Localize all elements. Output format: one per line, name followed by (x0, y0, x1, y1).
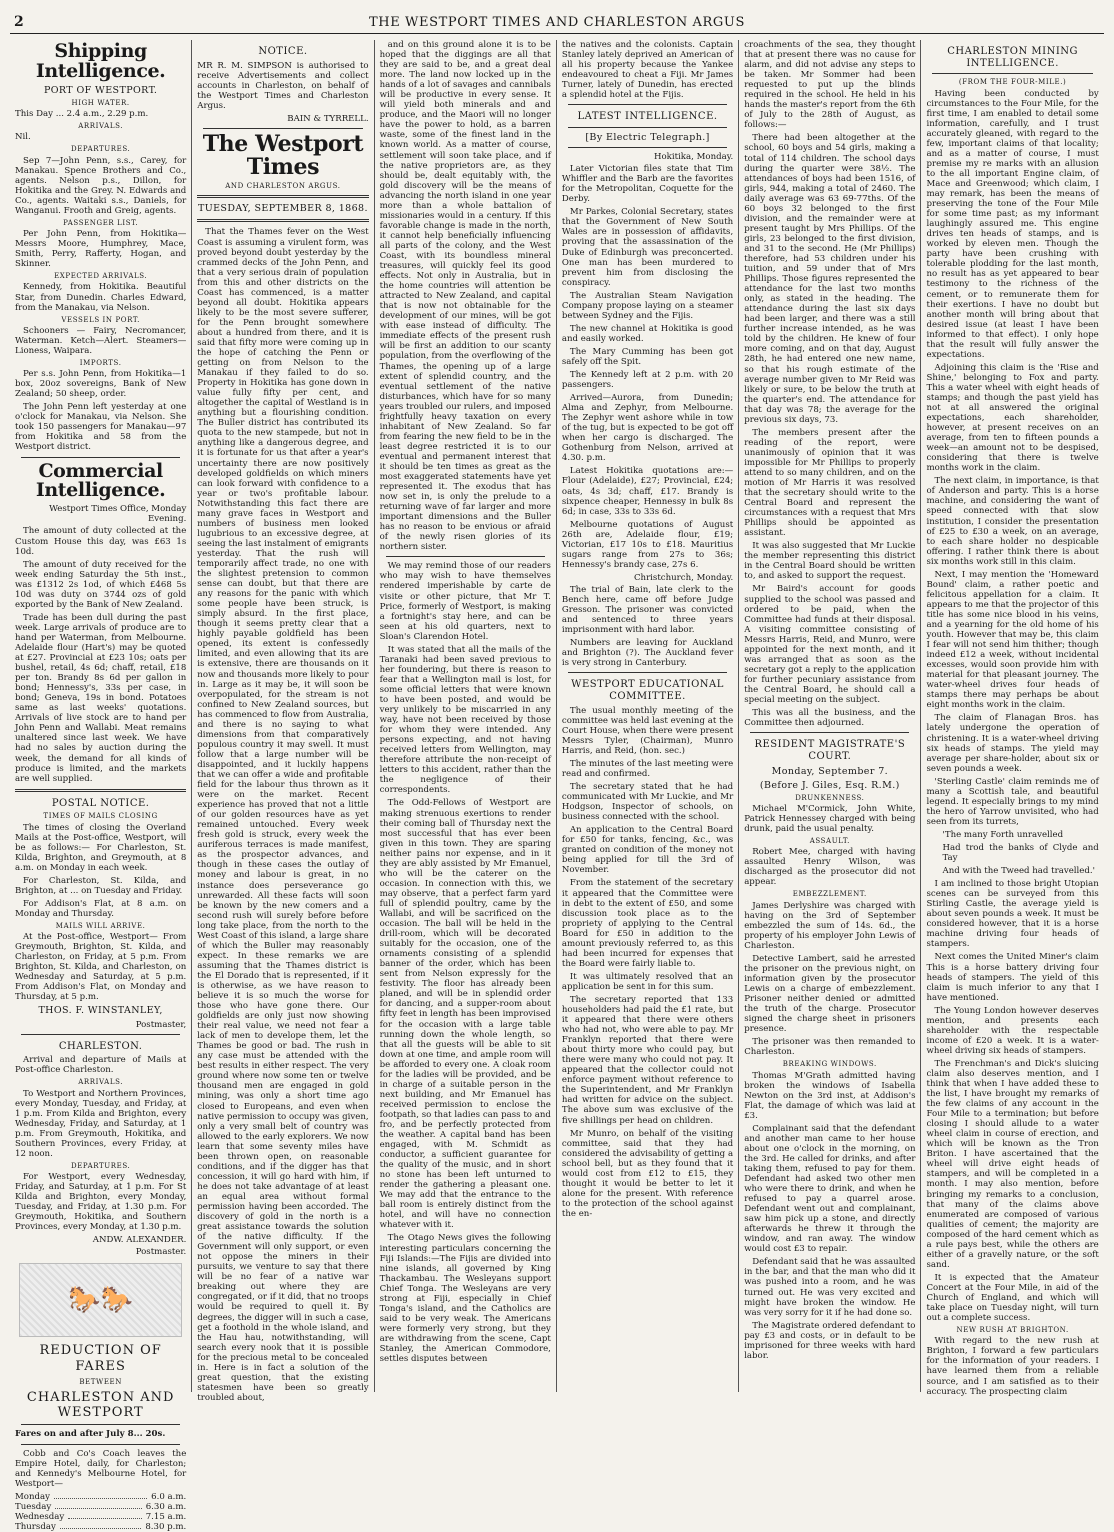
fares-between: BETWEEN (79, 1377, 122, 1386)
mining-p8: Next comes the United Miner's claim This is a horse battery driving four heads of stampers. The yield of this claim is much inferior to any that I have mentioned. (926, 952, 1099, 1003)
edu-p18: It was ultimately resolved that an application be sent in for this sum. (561, 971, 734, 992)
divider (568, 147, 727, 148)
court-p11: The prisoner was then remanded to Charleston. (744, 1037, 916, 1058)
edu-p19: The secretary reported that 133 householders had paid the £1 rate, but it appeared that there were others who had not, who were able to pay. Mr Franklyn reported that there were about thirty more who could pay, but there were many who could not pay. It appeared that the collector could not enforce payment without reference to the Superintendent, and Mr Franklyn had written for advice on the subject. The above sum was exclusive of the five shillings per head on children. (561, 994, 734, 1126)
john-penn-text: The John Penn left yesterday at one o'clock for Manakau, via Nelson. She took 150 passengers for Manakau—97 from Hokitika and 58 from the Westport district. (15, 402, 187, 453)
high-water-heading: HIGH WATER. (71, 98, 130, 107)
coach-illustration (19, 1263, 182, 1337)
departures-heading: DEPARTURES. (70, 145, 131, 154)
imports-text: Per s.s. John Penn, from Hokitika—1 box, 20oz sovereigns, Bank of New Zealand; 50 sheep, order. (15, 369, 187, 400)
page-number: 2 (14, 14, 24, 30)
fiji-item: The Otago News gives the following interesting particulars concerning the Fiji Islands:—The Fijis are divided into nine islands, all governed by King Thackambau. The Wesleyans support Chief Tonga. The Wesleyans are very strong at Fiji, especially in Chief Tonga's island, and the Catholics are said to be very weak. The Americans were formerly very strong, but they are withdrawing from the scene, Capt Stanley, the American Commodore, settles disputes between (379, 1233, 551, 1365)
edu-p16: An application to the Central Board for £50 for tanks, fencing, &c., was granted on condition of the money not being applied for till the 3rd of November. (561, 825, 734, 876)
commercial-p2: The amount of duty received for the week ending Saturday the 5th inst., was £1312 2s 1od, of which £468 5s 10d was duty on 3744 ozs of gold exported by the Bank of New Zealand. (15, 559, 187, 610)
verse-line-1: 'The many Forth unravelled (942, 829, 1064, 840)
timetable-row (15, 1502, 186, 1512)
timetable-time: 6.0 a.m. (151, 1491, 187, 1502)
divider (21, 1424, 180, 1425)
office-line: Westport Times Office, Monday Evening. (49, 504, 187, 525)
column-4 (557, 40, 739, 1392)
charleston-signature: ANDW. ALEXANDER. (92, 1235, 187, 1246)
telegram-p3: Mr Parkes, Colonial Secretary, states that the Government of New South Wales are in possession of affidavits, proving that the assassination of the Duke of Edinburgh was preconcerted. One man has been murdered to prevent him from disclosing the conspiracy. (561, 207, 734, 288)
paper-subtitle: AND CHARLESTON ARGUS. (225, 182, 341, 191)
mining-p3: The next claim, in importance, is that of Anderson and party. This is a horse machine, and considering the want of speed connected with that slow institution, I consider the presentation of £25 to £30 a week, on an average, to each share holder no despicable offering. I rather think there is about six months work still in this claim. (926, 476, 1099, 567)
postal-signature: THOS. F. WINSTANLEY, (38, 1005, 163, 1017)
coach-icon: 🐎🐎 (68, 1285, 134, 1316)
court-p13: Complainant said that the defendant and another man came to her house about one o'clock in the morning, on the 3rd. He called for drinks, and after taking them, refused to pay for them. Defendant had asked two other men who were there to drink, and when he refused to pay a quarrel arose. Defendant went out and complainant, saw him pick up a stone, and directly afterwards he threw it through the window, and ran away. The window would cost £3 to repair. (744, 1123, 916, 1255)
imports-heading: IMPORTS. (79, 358, 122, 367)
column-2 (192, 40, 374, 1403)
timetable-time: 7.15 a.m. (145, 1511, 187, 1522)
edu-continued: croachments of the sea, they thought that at present there was no cause for alarm, and did not advise any steps to be taken. Mr Sommer had been requested to put up the blinds required in the school. He held in his hands the master's report from the 6th of July to the 28th of August, as follows:— (744, 40, 916, 131)
leader-dots (68, 1512, 141, 1519)
columns (10, 40, 1104, 1532)
mining-p10: The Frenchman's and Dick's sluicing claim also deserves mention, and I think that when I have added these to the list, I have brought my remarks of the few claims of any account in the Four Mile to a termination; but before closing I should allude to a water wheel claim in course of erection, and which will be known as the Tron Briton. I have ascertained that the wheel will drive eight heads of stampers, and will be completed in a month. I may also mention, before bringing my remarks to a conclusion, that many of the claims above enumerated are composed of various qualities of cement; the majority are composed of the hard cement which as a rule pays best, while the others are either of a gravelly nature, or the soft sand. (926, 1058, 1099, 1270)
dateline-hokitika: Hokitika, Monday. (653, 152, 734, 163)
passenger-text: Per John Penn, from Hokitika—Messrs Moore, Humphrey, Mace, Smith, Perry, Rafferty, Hogan, and Skinner. (15, 229, 187, 270)
fiji-continued: the natives and the colonists. Captain Stanley lately deprived an American of all his property because the Yankee endeavoured to cheat a Fiji. Mr James Turner, lately of Dunedin, has erected a splendid hotel at the Fijis. (561, 40, 734, 101)
mails-arrive-heading: MAILS WILL ARRIVE. (55, 921, 146, 930)
assault-heading: ASSAULT. (809, 837, 850, 846)
mining-p2: Adjoining this claim is the 'Rise and Shine,' belonging to Fox and party. This a water wheel with eight heads of stamps; and though the past yield has not at all answered the original expectations, each shareholder, however, at present receives on an average, from ten to fifteen pounds a week—an amount not to be despised, considering that there is twelve months work in the claim. (926, 362, 1099, 474)
column-6 (921, 40, 1103, 1397)
column-1 (10, 40, 192, 1532)
charleston-p2: To Westport and Northern Provinces, every Monday, Tuesday, and Friday, at 1 p.m. From Kilda and Brighton, every Wednesday, Friday, and Saturday, at 1 p.m. From Greymouth, Hokitika, and Southern Provinces, every Friday, at 12 noon. (15, 1088, 187, 1159)
edu-resolution: The members present after the reading of the report, were unanimously of opinion that it was impossible for Mr Phillips to properly attend to so many children, and on the motion of Mr Harris it was resolved that the secretary should write to the Central Board and represent the circumstances with a request that Mrs Phillips should be appointed as assistant. (744, 427, 916, 539)
drunkenness-heading: DRUNKENNESS. (795, 793, 865, 802)
timetable-day: Thursday (15, 1521, 56, 1532)
mining-p5: The claim of Flanagan Bros. has lately undergone the operation of christening. It is a water-wheel driving six heads of stamps. The yield may average per share-holder, about six or seven pounds a week. (926, 713, 1099, 774)
date-line: TUESDAY, SEPTEMBER 8, 1868. (197, 203, 368, 215)
notice-text: MR R. M. SIMPSON is authorised to receive Advertisements and collect accounts in Charleston, on behalf of the Westport Times and Charleston Argus. (197, 60, 369, 111)
verse-line-2: Had trod the banks of Clyde and Tay (942, 842, 1099, 864)
windows-heading: BREAKING WINDOWS. (782, 1060, 877, 1069)
telegram-p5: The new channel at Hokitika is good and easily worked. (561, 323, 734, 344)
divider (21, 1444, 180, 1445)
telegram-p4: The Australian Steam Navigation Company propose laying on a steamer between Sydney and the Fijis. (561, 290, 734, 321)
embezzlement-heading: EMBEZZLEMENT. (792, 890, 867, 899)
leader-dots (60, 1522, 142, 1529)
divider (197, 195, 368, 198)
carte-de-visite-item: We may remind those of our readers who may wish to have themselves rendered imperishable by carte de visite or other picture, that Mr T. Price, formerly of Westport, is making a fortnight's stay here, and can be seen at his old quarters, next to Sloan's Clarendon Hotel. (379, 561, 551, 642)
notice-signature: BAIN & TYRRELL. (287, 113, 369, 124)
editorial-continued: and on this ground alone it is to be hoped that the diggings are all that they are said to be, and a great deal more. The land now locked up in the hands of a lot of savages and cannibals will be productive in every sense. It will yield both minerals and and produce, and the Maori will no longer have the power to hold, as a barren waste, some of the finest land in the known world. As a matter of course, settlement will soon take place, and if the native proprietors are, as they should be, dealt equitably with, the gold discovery will be the means of advancing the north island in one year more than a whole battalion of missionaries would in a century. If this favorable change is made in the north, it cannot help beneficially influencing all parts of the colony, and the West Coast, with its boundless mineral treasures, will quickly feel its good effects. Not only in Australia, but in the home countries will attention be attracted to New Zealand, and capital that is now not obtainable for the development of our mines, will be got with ease instead of difficulty. The immediate effects of the present rush will be first an addition to our scanty population, from the overflowing of the Thames, the opening up of a large extent of splendid country, and the eventual settlement of the native disturbances, which have for so many years troubled our rulers, and imposed frightfully heavy taxation on every inhabitant of New Zealand. So far from fearing the new field to be in the least degree restricted it is to our eventual and permanent interest that it should be ten times as great as the most exaggerated statements have yet represented it. The exodus that has now set in, is only the prelude to a returning wave of far larger and more important dimensions and the Buller has no reason to be envious or afraid of the newly risen glories of its northern sister. (379, 40, 551, 553)
mining-p6: 'Sterling Castle' claim reminds me of many a Scottish tale, and beautiful legend. It especially brings to my mind the hero of Yarrow unvisited, who had seen from its turrets, (926, 776, 1099, 827)
court-date: Monday, September 7. (771, 765, 889, 777)
fares-route: CHARLESTON AND WESTPORT (26, 1390, 175, 1421)
leader-dots (54, 1492, 147, 1499)
running-title: THE WESTPORT TIMES AND CHARLESTON ARGUS (369, 15, 745, 30)
arrivals-text: Nil. (15, 132, 31, 143)
postal-title: POSTAL NOTICE. (51, 797, 150, 809)
port-heading: PORT OF WESTPORT. (43, 84, 158, 96)
timetable-row (15, 1492, 186, 1502)
charleston-title: CHARLESTON. (58, 1040, 143, 1052)
shipping-title: Shipping Intelligence. (35, 40, 166, 82)
leader-dots (55, 1502, 141, 1509)
postal-p2: For Charleston, St. Kilda, and Brighton, at ... on Tuesday and Friday. (15, 875, 187, 896)
postal-role: Postmaster, (135, 1019, 187, 1030)
page-header (10, 12, 1104, 34)
timetable-time: 8.30 p.m. (145, 1521, 187, 1532)
telegram-p8: Arrived—Aurora, from Dunedin; Alma and Zephyr, from Melbourne. The Zephyr went ashore while in tow of the tug, but is expected to be got off when her cargo is discharged. The Gothenburg from Nelson, arrived at 4.30. p.m. (561, 393, 734, 464)
charleston-p3: For Westport, every Wednesday, Friday, and Saturday, at 1 p.m. For St Kilda and Brighton, every Monday, Tuesday, and Friday, at 1.30 p.m. For Greymouth, Hokitika, and Southern Provinces, every Monday, at 1.30 p.m. (15, 1172, 187, 1233)
mining-p11: It is expected that the Amateur Concert at the Four Mile, in aid of the Church of England, and which will take place on Tuesday night, will turn out a complete success. (926, 1272, 1099, 1324)
timetable-row (15, 1522, 186, 1532)
high-water-line: This Day ... 2.4 a.m., 2.29 p.m. (15, 109, 149, 120)
divider (750, 732, 909, 733)
charleston-p1: Arrival and departure of Mails at Post-office Charleston. (15, 1055, 187, 1076)
edu-p14: The minutes of the last meeting were read and confirmed. (561, 758, 734, 779)
passenger-heading: PASSENGER LIST. (63, 218, 139, 227)
divider (386, 556, 545, 557)
charleston-role: Postmaster. (135, 1247, 187, 1258)
edu-p15: The secretary stated that he had communicated with Mr Luckie, and Mr Hodgson, Inspector of schools, on business connected with the school. (561, 782, 734, 823)
column-3 (375, 40, 557, 1392)
court-p8: Robert Mee, charged with having assaulted Henry Wilson, was discharged as the prosecutor did not appear. (744, 847, 916, 888)
mining-p7: I am inclined to those bright Utopian scenes can be surveyed from this Stirling Castle, the average yield is about seven pounds a week. It must be considered however, that it is a horse machine driving four heads of stampers. (926, 879, 1099, 950)
mails-item: It was stated that all the mails of the Taranaki had been saved previous to her foundering, but there is reason to fear that a Wellington mail is lost, for some official letters that were known to have been posted, and would be very unlikely to be miscarried in any way, have not been received by those for whom they were intended. Any persons expecting, and not having received letters from Wellington, may therefore attribute the non-receipt of letters to this accident, rather than the the negligence of their correspondents. (379, 644, 551, 796)
edu-p13: The usual monthly meeting of the committee was held last evening at the Court House, when there were present Messrs Tyler, (Chairman), Munro Harris, and Reid, (hon. sec.) (561, 705, 734, 756)
divider (15, 789, 186, 792)
telegram-p10: Melbourne quotations of August 26th are, Adelaide flour, £19; Victorian, £17 10s to £18. Mauritius sugars range from 27s to 36s; Hennessy's brandy case, 27s 6. (561, 519, 734, 570)
telegram-p7: The Kennedy left at 2 p.m. with 20 passengers. (561, 370, 734, 391)
mining-p9: The Young London however deserves mention, and presents each shareholder with the respectable income of £20 a week. It is a water-wheel driving six heads of stampers. (926, 1005, 1099, 1056)
charleston-arrivals-heading: ARRIVALS. (78, 1078, 124, 1087)
commercial-p3: Trade has been dull during the past week. Large arrivals of produce are to hand per Waterman, from Melbourne. Adelaide flour (Hart's) may be quoted at £27. Provincial at £23 10s; oats per bushel, retail, 4s 6d; chaff, retail, £18 per ton. Brandy 8s 6d per gallon in bond; Hennessy's, 33s per case, in bond; Geneva, 19s in bond. Potatoes same as last weeks' quotations. Arrivals of live stock are to hand per John Penn and Wallabi. Meat remains unaltered since last week. We have had no sales by auction during the week, the demand for all kinds of produce is limited, and the markets are well supplied. (15, 612, 187, 784)
telegram-p9: Latest Hokitika quotations are:—Flour (Adelaide), £27; Provincial, £24; oats, 4s 3d; chaff, £17. Brandy is sixpence cheaper, Hennessy in bulk 8s 6d; in case, 33s to 33s 6d. (561, 466, 734, 517)
mining-p1: Having been conducted by circumstances to the Four Mile, for the first time, I am enabled to detail some information, carefully, and I trust accurately gleaned, with regard to the few, important claims of that locality; and as a matter of course, I must premise my re marks with an allusion to the all important Engine claim, of Mace and Greenwood; which claim, I may remark, has been the means of preserving the tone of the Four Mile for some time past; as my informant laughingly assured me. This engine drives ten heads of stamps, and is worked by eleven men. Though the party have been crushing with tolerable plodding for the last month, no result has as yet appeared to bear testimony to the richness of the cement, or to remunerate them for their exertions. I have no doubt but another month will bring about that desired issue (at least I have been informed to that effect). I only hope that the result will fully answer the expectations. (926, 88, 1099, 360)
vessels-text: Schooners — Fairy, Necromancer, Waterman. Ketch—Alert. Steamers—Lioness, Waipara. (15, 325, 187, 356)
new-rush-heading: NEW RUSH AT BRIGHTON. (956, 1326, 1069, 1335)
telegram-p11: The trial of Bain, late clerk to the Bench here, came off before Judge Gresson. The prisoner was convicted and sentenced to three years imprisonment with hard labor. (561, 584, 734, 636)
postal-p4: At the Post-office, Westport— From Greymouth, Brighton, St. Kilda, and Charleston, on Friday, at 5 p.m. From Brighton, St. Kilda, and Charleston, on Wednesday and Saturday, at 5 p.m. From Addison's Flat, on Monday and Thursday, at 5 p.m. (15, 932, 187, 1003)
expected-heading: EXPECTED ARRIVALS. (54, 272, 148, 281)
mining-source: (FROM THE FOUR-MILE.) (958, 78, 1067, 87)
court-p10: Detective Lambert, said he arrested the prisoner on the previous night, on information given by the prosecutor Lewis on a charge of embezzlement. Prisoner neither denied or admitted the truth of the charge. Prosecutor signed the charge sheet in prisoners presence. (744, 953, 916, 1035)
coach-timetable (15, 1492, 186, 1532)
divider (568, 127, 727, 128)
telegram-p6: The Mary Cumming has been got safely off the Spit. (561, 346, 734, 367)
court-p9: James Derlyshire was charged with having on the 3rd of September embezzled the sum of 14s. 6d., the property of his employer John Lewis of Charleston. (744, 900, 916, 951)
court-p7: Michael M'Cormick, John White, Patrick Hennessey charged with being drunk, paid the usual penalty. (744, 803, 916, 835)
edu-p20: Mr Munro, on behalf of the visiting committee, said that they had considered the advisability of getting a school bell, but as they found that it would cost from £12 to £15, they thought it would be better to let it alone for the present. With reference to the protection of the school against the en- (561, 1128, 734, 1219)
divider (21, 457, 180, 458)
expected-text: Kennedy, from Hokitika. Beautiful Star, from Dunedin. Charles Edward, from the Manakau, via Nelson. (15, 282, 187, 313)
column-5 (739, 40, 921, 1392)
telegram-p2: Later Victorian files state that Tim Whiffler and the Barb are the favorites for the Metropolitan, Coquette for the Derby. (561, 164, 734, 205)
timetable-time: 6.30 a.m. (145, 1501, 187, 1512)
telegraph-line: [By Electric Telegraph.] (585, 131, 710, 143)
fares-line: Fares on and after July 8... 20s. (15, 1429, 166, 1440)
arrivals-heading: ARRIVALS. (78, 122, 124, 131)
timetable-day: Wednesday (15, 1511, 65, 1522)
court-before: (Before J. Giles, Esq. R.M.) (759, 779, 900, 791)
court-p12: Thomas M'Grath admitted having broken the windows of Isabella Newton on the 3rd inst, at Addison's Flat, the damage of which was laid at £3. (744, 1070, 916, 1121)
mining-p4: Next, I may mention the 'Homeward Bound' claim, a rather poetic and felicitous appellation for a claim. It appears to me that the projector of this title has some nice blood in his veins, and a yearning for the old home of his youth. However that may be, this claim I fear will not send him thither; though indeed £12 a week, without incidental excesses, would soon provide him with material for that pleasant journey. The water-wheel drives four heads of stamps there may perhaps be about eight months work in the claim. (926, 569, 1099, 711)
charleston-departures-heading: DEPARTURES. (70, 1161, 131, 1170)
divider (21, 1034, 180, 1035)
dateline-christchurch: Christchurch, Monday. (633, 572, 734, 583)
latest-title: LATEST INTELLIGENCE. (577, 111, 718, 123)
editorial-text: That the Thames fever on the West Coast is assuming a virulent form, was proved beyond doubt yesterday by the crammed decks of the John Penn, and that a very serious drain of population from this and other districts on the Coast has commenced, is a matter beyond all doubt. Hokitika appears likely to be the most severe sufferer, for the Penn brought somewhere about a hundred from there, and it is said that fifty more were coming up in the hope of catching the Penn or getting on from Nelson to the Manakau if they failed to do so. Property in Hokitika has gone down in value fully fifty per cent, and altogether the capital of Westland is in anything but a flourishing condition. The Buller district has contributed its quota to the new stampede, but not in anything like a dangerous degree, and it is fortunate for us that after a year's uncertainty there are now positively developed goldfields on which miners can look forward with confidence to a year or two's profitable labour. Notwithstanding this fact there are many grave faces in Westport and numbers of business men looked lugubrious to an excessive degree, at seeing the last instalment of emigrants yesterday. That the rush will temporarily affect trade, no one with the slightest pretension to common sense can doubt, but that there are any reasons for the panic with which some people have been struck, is simply absurd. In the first place, though it seems pretty clear that a highly payable goldfield has been opened, its extent is confessedly limited, and even allowing that its are is extensive, there are thousands on it now and thousands more likely to pour in. Large as it may be, it will soon be overpopulated, for the stream is not confined to New Zealand sources, but has commenced to flow from Australia, and there is no saying to what dimensions from that comparatively populous country it may swell. It must follow that a large number will be disappointed, and it luckily happens that we can offer a wide and profitable field for the labour thus thrown as it were on the market. Recent experience has proved that not a little of our golden resources have as yet remained untouched. Every week fresh gold is struck, every week the auriferous terraces is made manifest, as the prospector advances, and though in these cases the outlay of money and labour is great, in no instance does perseverance go unrewarded. All these facts will soon be known by the new comers and a second rush will surely before before long take place, from the north to the West Coast of this island, a large share of which the Buller may reasonably expect. In these remarks we are assuming that the Thames district is the El Dorado that is represented, if it is otherwise, as we have reason to believe it is so much the worse for those who have gone there. Our goldfields are only just now showing their real value, we need not fear a lack of men to develope them, let the Thames be good or bad. The rush in any case must be attended with the best results in either respect. The very ground where now some ten or twelve thousand men are engaged in gold mining, was only a short time ago closed to Europeans, and even when native permission to occupy was given, only a very small belt of country was allowed to the early explorers. We now learn that some seventy miles have been thrown open, on reasonable conditions, and if the digger has that concession, it will go hard with him, if he does not take advantage of at least an equal area without formal permission having been accorded. The discovery of gold in the north is a great assistance towards the solution of the native difficulty. If the Government will only support, or even not oppose the miners in their pursuits, we venture to say that there will be no fear of a native war breaking out where they are congregated, or if it did, that no troops would be required to quell it. By degrees, the digger will in such a case, get a foothold in the whole island, and the Hau hau, notwithstanding, will search every nook that it is possible for the precious metal to be concealed in. Here is in fact a solution of the great question, that the existing statesmen have been so greatly troubled about, (197, 227, 369, 1403)
commercial-title: Commercial Intelligence. (35, 459, 166, 502)
departures-text: Sep 7—John Penn, s.s., Carey, for Manakau. Spence Brothers and Co., agents. Nelson p.s., Dillon, for Hokitika and the Grey. N. Edwards and Co., agents. Waitaki s.s., Daniels, for Wanganui. Frooth and Greig, agents. (15, 155, 187, 216)
postal-p3: For Addison's Flat, at 8 a.m. on Monday and Thursday. (15, 898, 187, 919)
timetable-day: Monday (15, 1491, 50, 1502)
edu-p17: From the statement of the secretary it appeared that the Committee were in debt to the extent of £50, and some discussion took place as to the propriety of applying to the Central Board for £50 in addition to the amount previously referred to, as this had been incurred for expenses that the Board were fairly liable to. (561, 878, 734, 969)
mails-closing-heading: TIMES OF MAILS CLOSING (43, 812, 158, 821)
court-title: RESIDENT MAGISTRATE'S COURT. (754, 739, 906, 762)
edu-adjourn: This was all the business, and the Committee then adjourned. (744, 708, 916, 729)
divider (568, 672, 727, 673)
mining-title: CHARLESTON MINING INTELLIGENCE. (947, 46, 1079, 69)
timetable-day: Tuesday (15, 1501, 52, 1512)
court-p15: The Magistrate ordered defendant to pay £3 and costs, or in default to be imprisoned for three weeks with hard labor. (744, 1320, 916, 1361)
paper-title: The Westport Times (202, 130, 364, 181)
vessels-heading: VESSELS IN PORT. (61, 315, 140, 324)
fares-title: REDUCTION OF FARES (39, 1343, 162, 1374)
divider (568, 104, 727, 105)
oddfellows-item: The Odd-Fellows of Westport are making strenuous exertions to render their coming ball of Thursday next the most successful that has ever been given in this town. They are sparing neither pains nor expense, and in it they are ably assisted by Mr Emanuel, who will be the caterer on the occasion. In connection with this, we may observe, that a perfect farm yard full of splendid poultry, came by the Wallabi, and will be sacrificed on the occasion. The ball will be held in the drill-room, which will be decorated suitably for the occasion, one of the ornaments consisting of a splendid banner of the order, which has been sent from Nelson expressly for the festivity. The floor has already been planed, and will be in splendid order for dancing, and a supper-room about fifty feet in length has been improvised for the occasion with a large table running down the whole length, so that all the guests will be able to sit down at one time, and ample room will be afforded to every one. A cloak room for the ladies will be provided, and be in charge of a suitable person in the next building, and Mr Emanuel has received permission to enclose the footpath, so that ladies can pass to and fro, and be perfectly protected from the weather. A capital band has been engaged, with M. Schmidt as conductor, a sufficient guarantee for the quality of the music, and in short no stone has been left unturned to render the gathering a pleasant one. We may add that the entrance to the ball room is entirely distinct from the hotel, and will have no connection whatever with it. (379, 798, 551, 1231)
divider (932, 73, 1092, 74)
divider (197, 219, 368, 222)
telegram-p12: Numbers are leaving for Auckland and Brighton (?). The Auckland fever is very strong in Canterbury. (561, 638, 734, 669)
divider (203, 128, 362, 129)
edu-suggestion: It was also suggested that Mr Luckie the member representing this district in the Central Board should be written to, and asked to support the request. (744, 541, 916, 582)
coach-text: Cobb and Co's Coach leaves the Empire Hotel, daily, for Charleston; and Kennedy's Melbourne Hotel, for Westport— (15, 1448, 187, 1489)
edu-accounts: Mr Baird's account for goods supplied to the school was passed and ordered to be paid, when the Committee had funds at their disposal. A visiting committee consisting of Messrs Harris, Reid, and Munro, were appointed for the next month, and it was arranged that as soon as the secretary got a reply to the application for further pecuniary assistance from the Central Board, he should call a special meeting on the subject. (744, 584, 916, 705)
notice-title: NOTICE. (258, 46, 308, 57)
postal-p1: The times of closing the Overland Mails at the Post-office, Westport, will be as follows:— For Charleston, St. Kilda, Brighton, and Greymouth, at 8 a.m. on Monday in each week. (15, 822, 187, 873)
mining-p12: With regard to the new rush at Brighton, I forward a few particulars for the information of your readers. I have learned them from a reliable source, and I am satisfied as to their accuracy. The prospecting claim (926, 1336, 1099, 1397)
commercial-p1: The amount of duty collected at the Custom House this day, was £63 1s 10d. (15, 526, 187, 557)
master-report: There had been altogether at the school, 60 boys and 54 girls, making a total of 114 children. The school days during the quarter were 38½. The attendances of boys had been 1516, of girls, 944, making a total of 2460. The daily average was 63 69-77ths. Of the 60 boys 32 belonged to the first division, and the remainder were at present taught by Mrs Phillips. Of the girls, 23 belonged to the first division, and 31 to the second. He (Mr Phillips) therefore, had 53 children under his tuition, and 59 under that of Mrs Phillips. Those figures represented the attendance for the last two months only, as stated in the heading. The attendance during the last six days had been larger, and there was a still further increase intended, as he was told by the children. He knew of four more coming, and on that day, August 28th, he had entered one new name, so that his rough estimate of the average number given to Mr Reid was likely or sure, to be below the truth at the quarter's end. The attendance for that day was 78; the average for the previous six days, 73. (744, 133, 916, 425)
timetable-row (15, 1512, 186, 1522)
court-p14: Defendant said that he was assaulted in the bar, and that the man who did it was pushed into a room, and he was turned out. He was very excited and might have broken the window. He was very sorry for it if he had done so. (744, 1257, 916, 1318)
verse-line-3: And with the Tweed had travelled.' (942, 866, 1095, 877)
education-title: WESTPORT EDUCATIONAL COMMITTEE. (571, 679, 724, 703)
